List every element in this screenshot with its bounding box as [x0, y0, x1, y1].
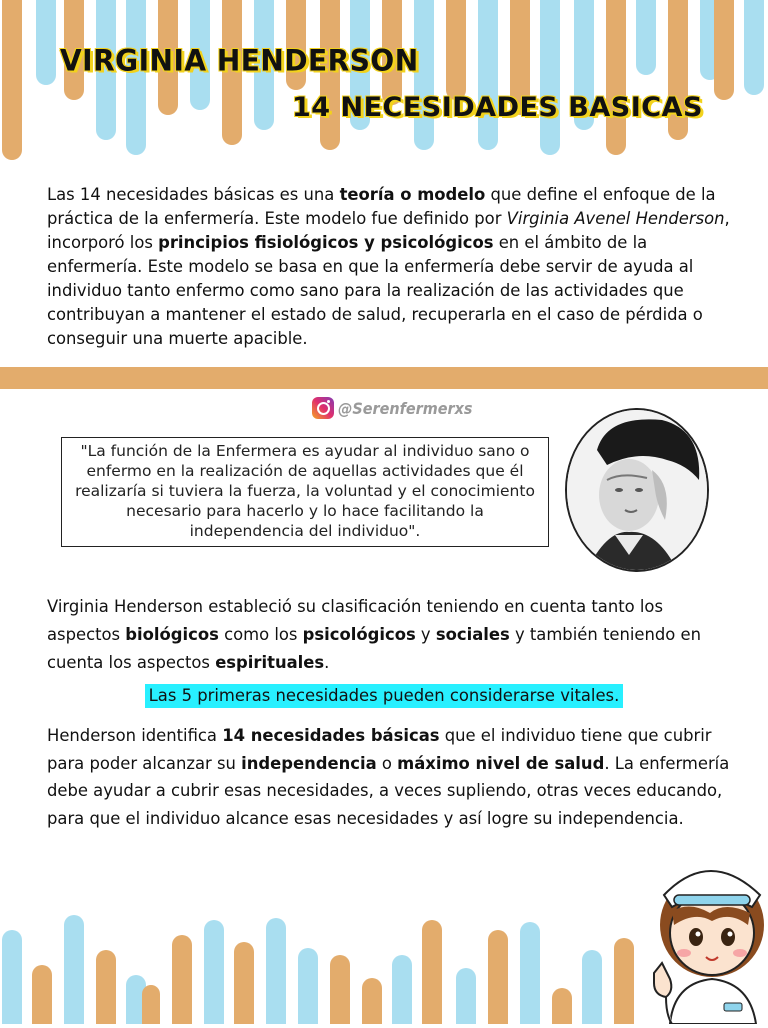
highlight-row: [0, 684, 768, 708]
instagram-icon: [312, 397, 334, 419]
page-subtitle: 14 NECESIDADES BASICAS: [292, 92, 703, 123]
classification-paragraph: Virginia Henderson estableció su clasificación teniendo en cuenta tanto los aspectos biológicos como los psicológicos y sociales y también teniendo en cuenta los aspectos espirituales.: [47, 597, 701, 672]
nurse-illustration: [640, 855, 768, 1024]
intro-paragraph: Las 14 necesidades básicas es una teoría o modelo que define el enfoque de la práctica de la enfermería. Este modelo fue definido por Virginia Avenel Henderson, incorporó los principios fisiológicos y psicológicos en el ámbito de la enfermería. Este modelo se basa en que la enfermería debe servir de ayuda al individuo tanto enfermo como sano para la realización de las actividades que contribuyan a mantener el estado de salud, recuperarla en el caso de pérdida o conseguir una muerte apacible.: [47, 185, 730, 348]
henderson-portrait: [565, 408, 709, 572]
henderson-quote: "La función de la Enfermera es ayudar al individuo sano o enfermo en la realización de aquellas actividades que él realizaría si tuviera la fuerza, la voluntad y el conocimiento necesario para hacerlo y lo hace facilitando la independencia del individuo".: [61, 437, 549, 547]
page-title: VIRGINIA HENDERSON: [60, 43, 419, 78]
social-handle[interactable]: [312, 397, 473, 419]
needs-paragraph: Henderson identifica 14 necesidades básicas que el individuo tiene que cubrir para poder alcanzar su independencia o máximo nivel de salud. La enfermería debe ayudar a cubrir esas necesidades, a veces supliendo, otras veces educando, para que el individuo alcance esas necesidades y así logre su independencia.: [47, 726, 730, 828]
vital-needs-highlight: Las 5 primeras necesidades pueden considerarse vitales.: [145, 684, 624, 708]
social-handle-text: @Serenfermerxs: [338, 398, 473, 418]
divider-band: [0, 367, 768, 389]
